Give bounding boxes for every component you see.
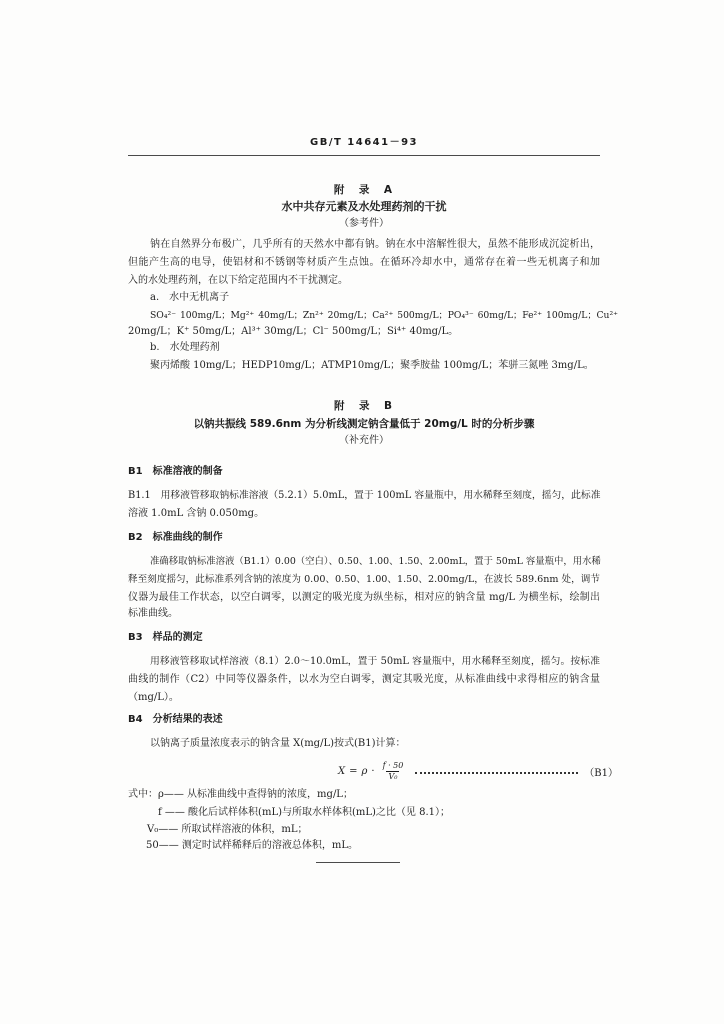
section-b1-1-line: B1.1 用移液管移取钠标准溶液（5.2.1）5.0mL，置于 100mL 容量瓶中，用水稀释至刻度，摇匀，此标准 xyxy=(128,490,601,501)
formula-rho: ρ xyxy=(361,765,368,777)
appendix-b-title: 以钠共振线 589.6nm 为分析线测定钠含量低于 20mg/L 时的分析步骤 xyxy=(193,418,535,430)
section-b2-heading: B2 标准曲线的制作 xyxy=(128,532,223,543)
symbol-definition-line: 50—— 测定时试样稀释后的溶液总体积，mL。 xyxy=(146,840,359,851)
header-rule xyxy=(128,155,600,156)
section-b2-line: 释至刻度摇匀，此标准系列含钠的浓度为 0.00、0.50、1.00、1.50、2.00mg/L，在波长 589.6nm 处，调节 xyxy=(128,574,600,585)
section-b1-heading: B1 标准溶液的制备 xyxy=(128,466,223,477)
formula-number: （B1） xyxy=(584,767,618,779)
symbol-definition-line: f —— 酸化后试样体积(mL)与所取水样体积(mL)之比（见 8.1）； xyxy=(158,807,450,818)
end-rule xyxy=(316,862,400,863)
appendix-a-title: 水中共存元素及水处理药剂的干扰 xyxy=(281,200,447,213)
appendix-a-intro-line: 但能产生高的电导，使铝材和不锈钢等材质产生点蚀。在循环冷却水中，通常存在着一些无机离子和加 xyxy=(128,257,600,268)
section-b2-line: 标准曲线。 xyxy=(128,608,178,619)
section-b4-heading: B4 分析结果的表述 xyxy=(128,714,223,725)
section-b3-line: 用移液管移取试样溶液（8.1）2.0～10.0mL，置于 50mL 容量瓶中，用水稀释至刻度，摇匀。按标准 xyxy=(150,656,600,667)
appendix-b-note: （补充件） xyxy=(339,435,389,446)
section-b4-intro: 以钠离子质量浓度表示的钠含量 X(mg/L)按式(B1)计算： xyxy=(150,738,406,749)
inorganic-ions-line: 20mg/L；K⁺ 50mg/L；Al³⁺ 30mg/L；Cl⁻ 500mg/L；Si⁴⁺ 40mg/L。 xyxy=(128,326,459,337)
section-b2-line: 仪器为最佳工作状态，以空白调零，以测定的吸光度为纵坐标，相对应的钠含量 mg/L 为横坐标，绘制出 xyxy=(128,592,600,603)
section-b1-1-line: 溶液 1.0mL 含钠 0.050mg。 xyxy=(128,508,265,519)
section-b3-heading: B3 样品的测定 xyxy=(128,632,203,643)
formula-equals: = xyxy=(349,765,358,777)
section-b3-line: 曲线的制作（C2）中同等仪器条件，以水为空白调零，测定其吸光度，从标准曲线中求得相应的钠含量 xyxy=(128,674,600,685)
appendix-a-label: 附 录 A xyxy=(333,184,395,196)
appendix-a-intro-line: 钠在自然界分布极广，几乎所有的天然水中都有钠。钠在水中溶解性很大，虽然不能形成沉淀析出， xyxy=(150,239,600,250)
section-b3-line: （mg/L）。 xyxy=(128,692,179,703)
formula-fraction xyxy=(381,761,406,782)
symbol-definition-line: 式中：ρ—— 从标准曲线中查得钠的浓度，mg/L； xyxy=(128,789,353,800)
formula-b1 xyxy=(338,759,618,783)
section-b2-line: 准确移取钠标准溶液（B1.1）0.00（空白）、0.50、1.00、1.50、2.00mL，置于 50mL 容量瓶中，用水稀 xyxy=(150,556,601,567)
item-b-heading: b. 水处理药剂 xyxy=(150,342,220,353)
formula-leader-dots xyxy=(415,772,578,774)
item-a-heading: a. 水中无机离子 xyxy=(150,292,230,303)
appendix-a-intro-line: 入的水处理药剂，在以下给定范围内不干扰测定。 xyxy=(128,275,348,286)
treatment-chemicals-line: 聚丙烯酸 10mg/L；HEDP10mg/L；ATMP10mg/L；聚季胺盐 100mg/L；苯骈三氮唑 3mg/L。 xyxy=(150,360,594,371)
formula-lhs: X xyxy=(338,765,346,777)
formula-times: · xyxy=(371,765,375,777)
formula-denominator: V₀ xyxy=(388,771,398,781)
formula-numerator: f · 50 xyxy=(382,760,404,770)
appendix-b-label: 附 录 B xyxy=(333,400,394,412)
appendix-a-note: （参考件） xyxy=(339,218,389,229)
symbol-definition-line: V₀—— 所取试样溶液的体积，mL； xyxy=(147,824,308,835)
standard-code-header: GB/T 14641－93 xyxy=(310,137,418,148)
inorganic-ions-line: SO₄²⁻ 100mg/L；Mg²⁺ 40mg/L；Zn²⁺ 20mg/L；Ca²⁺ 500mg/L；PO₄³⁻ 60mg/L；Fe²⁺ 100mg/L；Cu²⁺ xyxy=(150,310,618,321)
